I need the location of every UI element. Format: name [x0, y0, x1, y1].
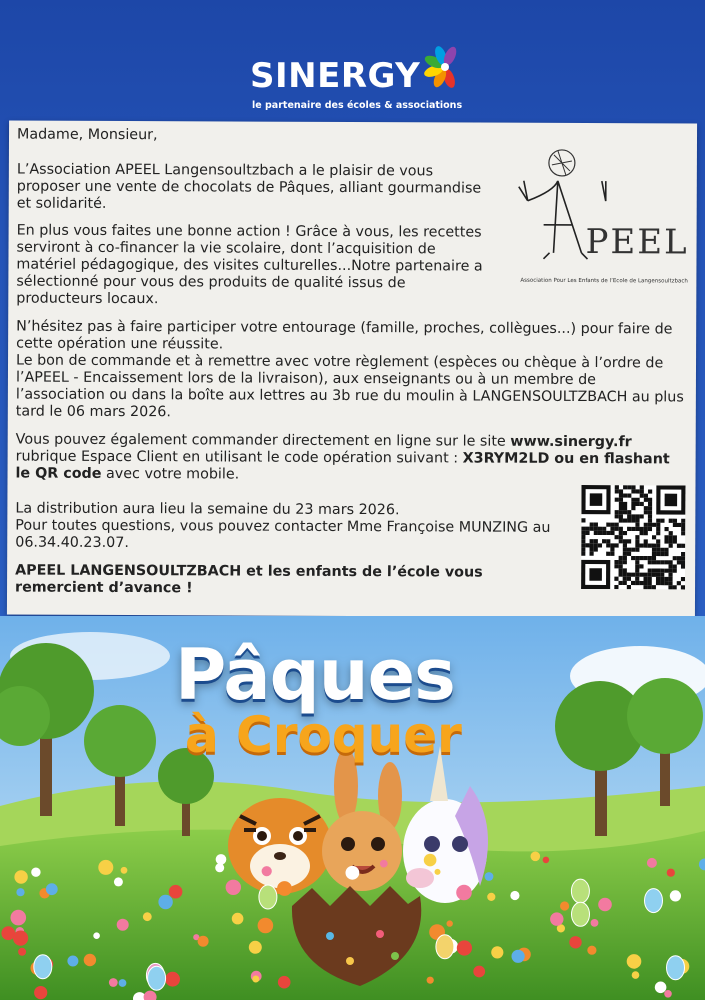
website-link[interactable]: www.sinergy.fr — [510, 433, 632, 451]
letter-paragraph-online — [16, 432, 688, 486]
qr-instruction: ou en flashant le QR code — [15, 450, 670, 482]
letter-sheet — [7, 121, 697, 618]
letter-thanks: APEEL LANGENSOULTZBACH et les enfants de l’école vous remercient d’avance ! — [15, 562, 483, 597]
poster-title: Pâques — [175, 634, 455, 716]
apeel-logo-text: PEEL — [585, 222, 689, 263]
easter-poster — [0, 616, 705, 1000]
brand-tagline: le partenaire des écoles & associations — [252, 100, 463, 111]
letter-contact: Pour toutes questions, vous pouvez contacter Mme Françoise MUNZING au 06.34.40.23.07. — [15, 517, 551, 552]
flower-icon — [420, 42, 470, 92]
letter-paragraph-share: N’hésitez pas à faire participer votre entourage (famille, proches, collègues...) pour faire de cette opération une réussite. — [16, 318, 673, 353]
letter-paragraph-intro: L’Association APEEL Langensoultzbach a le plaisir de vous proposer une vente de chocolats de Pâques, alliant gourmandise et solidarité. — [16, 161, 482, 212]
online-text-post: avec votre mobile. — [101, 465, 240, 483]
poster-subtitle: à Croquer — [185, 706, 462, 764]
letter-greeting: Madame, Monsieur, — [16, 126, 158, 144]
qr-code[interactable] — [581, 485, 685, 589]
apeel-logo — [513, 141, 704, 292]
letter-paragraph-order-form: Le bon de commande et à remettre avec votre règlement (espèces ou chèque à l’ordre de l’APEEL - Encaissement lors de la livraison), aux enseignants ou à un membre de l’association ou dans la boîte aux lettres au 3b rue du moulin à LANGENSOULTZBACH au plus tard le 06 mars 2026. — [15, 352, 684, 421]
tiger-character — [228, 798, 332, 894]
online-text-mid: rubrique Espace Client en utilisant le code opération suivant : — [15, 448, 463, 467]
apeel-tagline: Association Pour Les Enfants de l’Ecole de Langensoultzbach — [520, 277, 688, 285]
letter-paragraph-good-action: En plus vous faites une bonne action ! Grâce à vous, les recettes serviront à co-financer la vie scolaire, dont l’acquisition de matériel pédagogique, des visites culturelles...Notre partenaire a sélectionné pour vous des produits de qualité issus de producteurs locaux. — [16, 222, 483, 308]
brand-name: SINERGY — [250, 56, 421, 96]
sinergy-logo — [250, 56, 470, 116]
operation-code: X3RYM2LD — [462, 450, 550, 467]
online-text-pre: Vous pouvez également commander directement en ligne sur le site — [15, 431, 511, 450]
letter-distribution-date: La distribution aura lieu la semaine du 23 mars 2026. — [15, 500, 400, 519]
